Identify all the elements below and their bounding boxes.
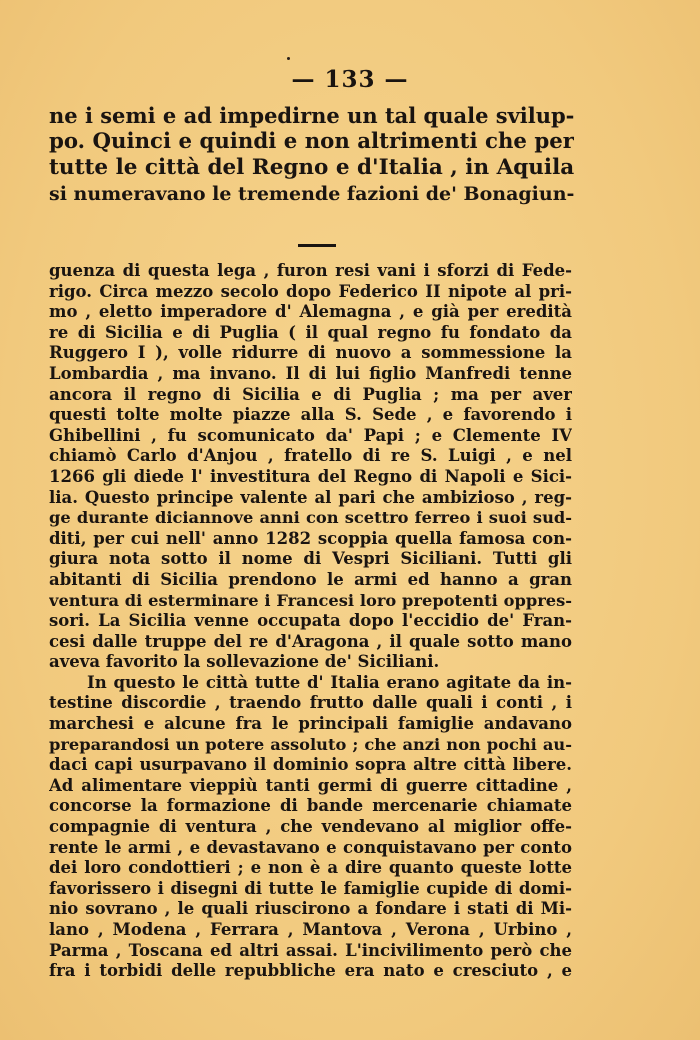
footnote-line: Parma , Toscana ed altri assai. L'incivilimento però che — [49, 940, 572, 960]
footnote-line: In questo le città tutte d' Italia erano agitate da in- — [87, 672, 572, 692]
footnote-line: questi tolte molte piazze alla S. Sede , e favorendo i — [49, 405, 572, 425]
footnote-line: fra i torbidi delle repubbliche era nato e cresciuto , e — [49, 961, 572, 981]
footnote-text-block — [49, 261, 572, 982]
footnote-line: Lombardia , ma invano. Il di lui figlio Manfredi tenne — [49, 363, 572, 383]
footnote-line: Ad alimentare vieppiù tanti germi di guerre cittadine , — [49, 775, 572, 795]
footnote-line: ventura di esterminare i Francesi loro prepotenti oppres- — [49, 590, 572, 610]
footnote-line: concorse la formazione di bande mercenarie chiamate — [49, 796, 572, 816]
ink-speck — [287, 57, 290, 60]
footnote-line: preparandosi un potere assoluto ; che anzi non pochi au- — [49, 734, 572, 754]
footnote-line: sori. La Sicilia venne occupata dopo l'eccidio de' Fran- — [49, 611, 572, 631]
footnote-line: ancora il regno di Sicilia e di Puglia ; ma per aver — [49, 384, 572, 404]
footnote-line: abitanti di Sicilia prendono le armi ed hanno a gran — [49, 569, 572, 589]
footnote-line: cesi dalle truppe del re d'Aragona , il quale sotto mano — [49, 631, 572, 651]
text-line: si numeravano le tremende fazioni de' Bonagiun- — [49, 183, 574, 205]
footnote-line: lano , Modena , Ferrara , Mantova , Verona , Urbino , — [49, 920, 572, 939]
text-line: ne i semi e ad impedirne un tal quale svilup- — [49, 103, 574, 128]
footnote-line: rente le armi , e devastavano e conquistavano per conto — [49, 837, 572, 857]
footnote-line: nio sovrano , le quali riuscirono a fondare i stati di Mi- — [49, 899, 572, 919]
footnote-line: Ruggero I ), volle ridurre di nuovo a sommessione la — [49, 343, 572, 363]
page-number: — 133 — — [291, 66, 409, 93]
footnote-line: diti, per cui nell' anno 1282 scoppia quella famosa con- — [49, 528, 572, 548]
footnote-line: Ghibellini , fu scomunicato da' Papi ; e Clemente IV — [49, 425, 572, 445]
main-text-block — [49, 103, 574, 207]
footnote-line: ge durante diciannove anni con scettro ferreo i suoi sud- — [49, 508, 572, 528]
footnote-line: favorissero i disegni di tutte le famiglie cupide di domi- — [49, 878, 572, 898]
footnote-line: daci capi usurpavano il dominio sopra altre città libere. — [49, 755, 572, 775]
footnote-line: dei loro condottieri ; e non è a dire quanto queste lotte — [49, 858, 572, 878]
footnote-line: chiamò Carlo d'Anjou , fratello di re S. Luigi , e nel — [49, 446, 572, 466]
footnote-line: mo , eletto imperadore d' Alemagna , e già per eredità — [49, 302, 572, 322]
text-line: tutte le città del Regno e d'Italia , in Aquila — [49, 155, 574, 180]
footnote-line: testine discordie , traendo frutto dalle quali i conti , i — [49, 693, 572, 713]
footnote-line: compagnie di ventura , che vendevano al miglior offe- — [49, 817, 572, 837]
footnote-line: lia. Questo principe valente al pari che ambizioso , reg- — [49, 487, 572, 507]
footnote-line: aveva favorito la sollevazione de' Siciliani. — [49, 652, 440, 672]
footnote-line: rigo. Circa mezzo secolo dopo Federico II nipote al pri- — [49, 281, 572, 301]
footnote-separator-rule — [298, 244, 336, 247]
text-line: po. Quinci e quindi e non altrimenti che per — [49, 129, 574, 154]
footnote-line: marchesi e alcune fra le principali famiglie andavano — [49, 714, 572, 734]
footnote-line: re di Sicilia e di Puglia ( il qual regno fu fondato da — [49, 322, 572, 342]
footnote-line: 1266 gli diede l' investitura del Regno di Napoli e Sici- — [49, 466, 572, 486]
footnote-line: guenza di questa lega , furon resi vani i sforzi di Fede- — [49, 261, 572, 280]
footnote-line: giura nota sotto il nome di Vespri Siciliani. Tutti gli — [49, 549, 572, 569]
